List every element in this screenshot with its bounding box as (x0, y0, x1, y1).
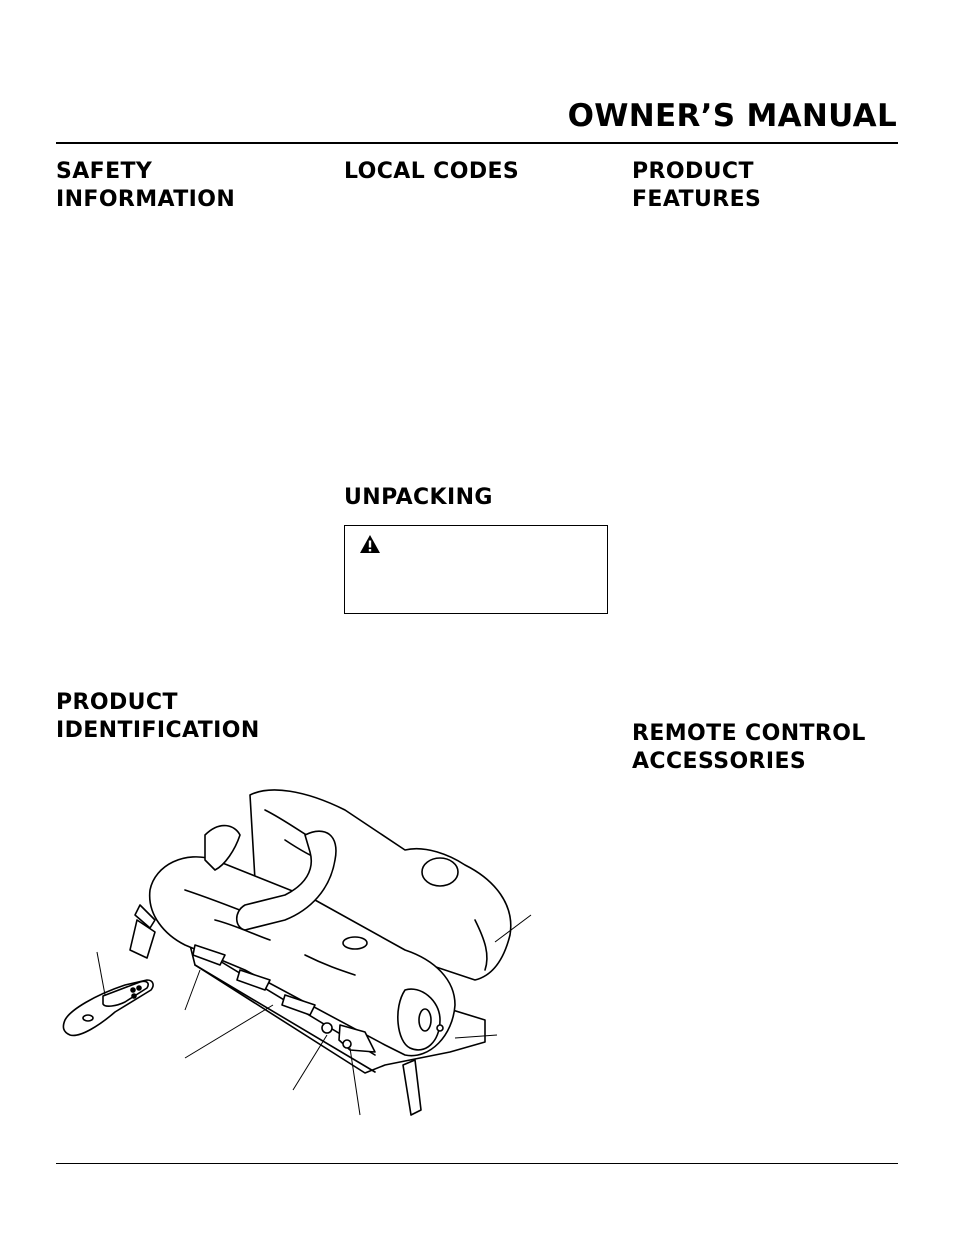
page-title: OWNER’S MANUAL (567, 98, 897, 134)
heading-product-features (632, 158, 761, 214)
back-log-end (422, 858, 458, 886)
top-divider (56, 142, 898, 144)
heading-line: UNPACKING (344, 485, 493, 510)
heading-line: PRODUCT (56, 690, 178, 715)
heading-line: INFORMATION (56, 187, 236, 212)
heading-local-codes (344, 158, 519, 186)
heading-unpacking (344, 484, 493, 512)
heading-product-identification (56, 689, 260, 745)
heading-line: PRODUCT (632, 159, 754, 184)
heading-remote-control-accessories (632, 720, 866, 776)
heading-safety-information (56, 158, 235, 214)
valve-knob (322, 1023, 332, 1033)
heading-line: IDENTIFICATION (56, 718, 260, 743)
heading-line: LOCAL CODES (344, 159, 520, 184)
branch-fork (205, 826, 240, 870)
bottom-divider (56, 1163, 898, 1164)
warning-triangle-icon (359, 534, 381, 554)
warning-box (344, 525, 608, 614)
grate-leg-right (403, 1060, 421, 1115)
heading-line: FEATURES (632, 187, 762, 212)
heading-line: SAFETY (56, 159, 153, 184)
gas-log-set-illustration (55, 780, 545, 1125)
heading-line: REMOTE CONTROL (632, 721, 866, 746)
heading-line: ACCESSORIES (632, 749, 807, 774)
